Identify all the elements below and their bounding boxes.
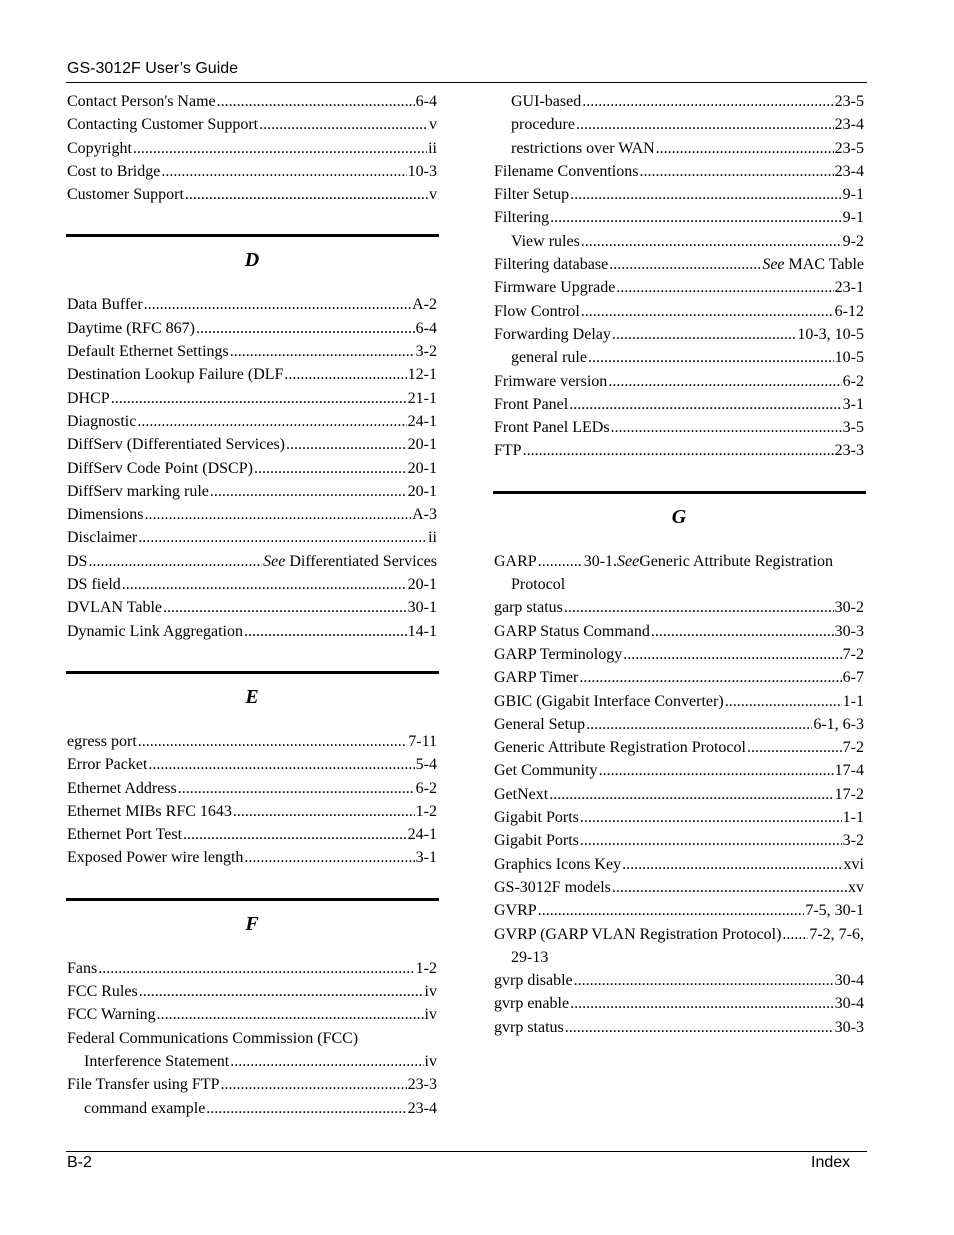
- index-page-ref: 30-3: [834, 622, 864, 640]
- index-page-ref: 7-11: [408, 732, 437, 750]
- index-page-ref: 3-5: [842, 419, 864, 437]
- index-page-ref: 20-1: [407, 482, 437, 500]
- index-leader-dots: [233, 800, 415, 823]
- index-subentry: [67, 1097, 437, 1120]
- index-page-ref: 23-5: [834, 93, 864, 110]
- index-page-ref: 3-1: [415, 849, 437, 867]
- index-page-ref: 23-1: [834, 279, 864, 297]
- index-leader-dots: [612, 323, 796, 346]
- index-page-ref: 1-2: [415, 959, 437, 977]
- index-leader-dots: [581, 230, 842, 253]
- section-letter-heading: G: [671, 505, 687, 528]
- index-entry: [67, 410, 437, 433]
- index-page-ref: 20-1: [407, 459, 437, 477]
- index-entry: [67, 340, 437, 363]
- index-term: Error Packet: [67, 756, 148, 774]
- index-subentry: [494, 113, 864, 136]
- index-see-target: Generic Attribute Registration: [639, 552, 833, 570]
- index-term: Daytime (RFC 867): [67, 319, 195, 337]
- index-term: Data Buffer: [67, 296, 143, 314]
- index-page-ref: 30-2: [834, 599, 864, 617]
- index-entry: [67, 317, 437, 340]
- index-page-ref: 7-5, 30-1: [805, 902, 864, 920]
- index-term: Exposed Power wire length: [67, 849, 244, 867]
- index-see-target: MAC Table: [788, 256, 864, 274]
- index-subentry: [67, 1050, 437, 1073]
- index-leader-dots: [111, 387, 407, 410]
- index-entry: [494, 439, 864, 462]
- index-term: General Setup: [494, 715, 586, 733]
- index-term: DVLAN Table: [67, 599, 163, 617]
- section-letter-heading: D: [244, 249, 260, 272]
- index-term: GARP: [494, 552, 537, 570]
- index-term: garp status: [494, 599, 563, 617]
- index-leader-dots: [656, 137, 834, 160]
- index-term: View rules: [511, 232, 580, 250]
- index-entry: [494, 393, 864, 416]
- index-term: egress port: [67, 732, 137, 750]
- index-page-ref: ii: [428, 139, 437, 157]
- index-entry: [494, 783, 864, 806]
- index-leader-dots: [161, 160, 406, 183]
- index-entry: [67, 457, 437, 480]
- index-term: DiffServ (Differentiated Services): [67, 436, 285, 454]
- index-term: GARP Timer: [494, 669, 579, 687]
- index-leader-dots: [622, 853, 842, 876]
- index-leader-dots: [210, 480, 407, 503]
- index-entry: [67, 160, 437, 183]
- index-leader-dots: [206, 1097, 406, 1120]
- index-term: FTP: [494, 442, 522, 460]
- index-term: Ethernet Address: [67, 779, 177, 797]
- index-entry: [494, 736, 864, 759]
- index-page-ref: 6-12: [834, 302, 864, 320]
- index-entry: [494, 713, 864, 736]
- index-see-target: Differentiated Services: [289, 552, 437, 570]
- index-term: DiffServ Code Point (DSCP): [67, 459, 253, 477]
- index-term: Contacting Customer Support: [67, 116, 259, 134]
- index-term: Disclaimer: [67, 529, 138, 547]
- index-page-ref: 6-2: [415, 779, 437, 797]
- index-entry: [67, 433, 437, 456]
- index-entry: [494, 806, 864, 829]
- index-entry: [494, 853, 864, 876]
- index-page-ref: 9-1: [842, 186, 864, 204]
- index-page-ref: v: [429, 116, 437, 134]
- index-term: Graphics Icons Key: [494, 855, 622, 873]
- index-leader-dots: [138, 526, 427, 549]
- index-leader-dots: [144, 503, 411, 526]
- index-leader-dots: [569, 393, 841, 416]
- index-leader-dots: [244, 846, 414, 869]
- footer-page-number: B-2: [67, 1154, 92, 1171]
- index-term: gvrp status: [494, 1018, 564, 1036]
- index-term: Filename Conventions: [494, 162, 639, 180]
- index-subentry: [494, 346, 864, 369]
- index-term: gvrp disable: [494, 972, 573, 990]
- index-entry: [494, 899, 864, 922]
- index-term: Gigabit Ports: [494, 832, 579, 850]
- index-leader-dots: [580, 806, 842, 829]
- index-entry: [494, 1016, 864, 1039]
- index-term: Filtering: [494, 209, 550, 227]
- index-term: 29-13: [511, 948, 549, 966]
- index-page-ref: xv: [848, 878, 864, 896]
- index-page-ref: 3-2: [842, 832, 864, 850]
- index-entry: [67, 957, 437, 980]
- index-page-ref: 12-1: [407, 366, 437, 384]
- index-leader-dots: [230, 1050, 423, 1073]
- index-entry: [494, 160, 864, 183]
- index-leader-dots: [183, 823, 407, 846]
- index-page-ref: 23-4: [407, 1099, 437, 1117]
- index-page-ref: 6-2: [842, 372, 864, 390]
- index-entry: [494, 276, 864, 299]
- index-entry: [67, 730, 437, 753]
- index-leader-dots: [254, 457, 407, 480]
- index-subentry: [494, 573, 864, 596]
- index-term: File Transfer using FTP: [67, 1076, 220, 1094]
- index-entry: [494, 370, 864, 393]
- index-page-ref: 7-2: [842, 645, 864, 663]
- index-leader-dots: [588, 346, 834, 369]
- index-entry: [67, 293, 437, 316]
- index-term: GBIC (Gigabit Interface Converter): [494, 692, 724, 710]
- index-term: FCC Warning: [67, 1006, 156, 1024]
- index-leader-dots: [137, 410, 406, 433]
- index-entry: [67, 596, 437, 619]
- header-title: GS-3012F User’s Guide: [67, 60, 239, 77]
- index-leader-dots: [612, 876, 847, 899]
- index-page-ref: 30-3: [834, 1018, 864, 1036]
- index-leader-dots: [782, 923, 808, 946]
- index-page-ref: A-3: [412, 506, 437, 524]
- index-term: GUI-based: [511, 93, 582, 110]
- index-page-ref: 7-2, 7-6,: [809, 925, 864, 943]
- index-page-ref: v: [429, 186, 437, 204]
- index-term: gvrp enable: [494, 995, 570, 1013]
- index-leader-dots: [725, 690, 842, 713]
- index-leader-dots: [651, 620, 834, 643]
- index-leader-dots: [579, 666, 841, 689]
- index-entry: [494, 690, 864, 713]
- index-section-g: [494, 491, 864, 1039]
- index-leader-dots: [580, 829, 842, 852]
- index-entry: [67, 823, 437, 846]
- index-page-ref: 24-1: [407, 412, 437, 430]
- index-term: Firmware Upgrade: [494, 279, 616, 297]
- index-leader-dots: [599, 759, 834, 782]
- index-leader-dots: [538, 550, 583, 573]
- index-term: Flow Control: [494, 302, 580, 320]
- index-term: Front Panel: [494, 395, 569, 413]
- index-page-ref: 20-1: [407, 576, 437, 594]
- index-leader-dots: [576, 113, 834, 136]
- index-page-ref: 23-4: [834, 162, 864, 180]
- index-leader-dots: [611, 416, 842, 439]
- index-entry: [494, 992, 864, 1015]
- index-term: Cost to Bridge: [67, 162, 161, 180]
- index-entry: [494, 829, 864, 852]
- index-page-ref: xvi: [843, 855, 864, 873]
- index-see-label: See: [617, 552, 640, 570]
- index-page-ref: 20-1: [407, 436, 437, 454]
- index-entry: [494, 876, 864, 899]
- index-term: DS field: [67, 576, 121, 594]
- index-page-ref: 9-2: [842, 232, 864, 250]
- index-entry-group: [67, 90, 437, 206]
- index-subentry: [494, 90, 864, 113]
- index-entry-group: [67, 730, 437, 870]
- index-entry: [67, 550, 437, 573]
- index-page-ref: 1-1: [842, 809, 864, 827]
- index-entry: [67, 846, 437, 869]
- index-page-ref: 30-4: [834, 972, 864, 990]
- index-leader-dots: [88, 550, 262, 573]
- index-page-ref: 30-1.: [583, 552, 618, 570]
- index-page-ref: iv: [424, 983, 437, 1001]
- index-leader-dots: [220, 1073, 406, 1096]
- index-page-ref: 23-4: [834, 116, 864, 134]
- index-leader-dots: [185, 183, 428, 206]
- index-page-ref: 23-3: [407, 1076, 437, 1094]
- index-entry: [494, 300, 864, 323]
- index-entry: [67, 526, 437, 549]
- index-entry-group: [67, 957, 437, 1120]
- index-term: GVRP: [494, 902, 537, 920]
- index-leader-dots: [570, 992, 834, 1015]
- index-leader-dots: [639, 160, 833, 183]
- index-page-ref: 1-1: [842, 692, 864, 710]
- index-page-ref: 1-2: [415, 802, 437, 820]
- index-entry: [494, 969, 864, 992]
- index-entry: [67, 480, 437, 503]
- index-term: general rule: [511, 349, 587, 367]
- index-page-ref: 5-4: [415, 756, 437, 774]
- index-term: Protocol: [511, 576, 566, 594]
- index-term: Interference Statement: [84, 1052, 230, 1070]
- index-leader-dots: [230, 340, 415, 363]
- index-term: Copyright: [67, 139, 132, 157]
- index-entry: [494, 596, 864, 619]
- index-leader-dots: [286, 433, 407, 456]
- index-entry: [494, 666, 864, 689]
- index-page-ref: ii: [428, 529, 437, 547]
- index-entry: [494, 643, 864, 666]
- index-page-ref: 17-4: [834, 762, 864, 780]
- index-entry: [67, 800, 437, 823]
- index-leader-dots: [565, 1016, 834, 1039]
- index-entry: [67, 753, 437, 776]
- index-leader-dots: [747, 736, 842, 759]
- index-term: Filtering database: [494, 256, 609, 274]
- index-entry: [67, 113, 437, 136]
- index-term: Fans: [67, 959, 98, 977]
- index-term: Federal Communications Commission (FCC): [67, 1029, 359, 1047]
- index-entry: [67, 1003, 437, 1026]
- index-leader-dots: [586, 713, 812, 736]
- index-term: procedure: [511, 116, 575, 134]
- index-page-ref: 10-3: [407, 162, 437, 180]
- index-subentry: [494, 230, 864, 253]
- index-entry: [67, 1073, 437, 1096]
- index-leader-dots: [284, 363, 406, 386]
- index-section-f: [67, 898, 437, 1120]
- index-page-ref: 6-4: [415, 319, 437, 337]
- index-term: Generic Attribute Registration Protocol: [494, 739, 746, 757]
- index-term: Ethernet Port Test: [67, 826, 183, 844]
- index-page-ref: 9-1: [842, 209, 864, 227]
- index-term: Customer Support: [67, 186, 184, 204]
- index-term: Contact Person's Name: [67, 93, 216, 110]
- index-leader-dots: [148, 753, 414, 776]
- index-leader-dots: [259, 113, 428, 136]
- index-leader-dots: [133, 137, 427, 160]
- index-term: Dynamic Link Aggregation: [67, 622, 243, 640]
- index-term: Frimware version: [494, 372, 608, 390]
- index-term: Dimensions: [67, 506, 144, 524]
- index-term: DHCP: [67, 389, 110, 407]
- index-leader-dots: [157, 1003, 424, 1026]
- index-term: DS: [67, 552, 88, 570]
- footer-rule: [66, 1151, 867, 1152]
- index-term: Ethernet MIBs RFC 1643: [67, 802, 232, 820]
- left-column: [67, 90, 437, 1120]
- index-term: GVRP (GARP VLAN Registration Protocol): [494, 925, 782, 943]
- index-entry: [67, 363, 437, 386]
- index-leader-dots: [550, 206, 842, 229]
- index-entry: [494, 923, 864, 946]
- section-letter-heading: F: [245, 912, 259, 935]
- index-leader-dots: [581, 300, 834, 323]
- index-leader-dots: [138, 730, 408, 753]
- index-entry: [494, 759, 864, 782]
- index-page-ref: iv: [424, 1052, 437, 1070]
- header-rule: [66, 82, 867, 83]
- index-page-ref: 14-1: [407, 622, 437, 640]
- index-page-ref: 24-1: [407, 826, 437, 844]
- index-leader-dots: [582, 90, 833, 113]
- index-page-ref: 7-2: [842, 739, 864, 757]
- index-leader-dots: [163, 596, 407, 619]
- index-leader-dots: [196, 317, 415, 340]
- index-entry: [67, 1027, 437, 1050]
- index-term: Destination Lookup Failure (DLF: [67, 366, 284, 384]
- index-term: restrictions over WAN: [511, 139, 655, 157]
- index-term: GetNext: [494, 785, 549, 803]
- index-page-ref: A-2: [412, 296, 437, 314]
- index-leader-dots: [564, 596, 834, 619]
- index-entry: [67, 573, 437, 596]
- index-leader-dots: [623, 643, 841, 666]
- index-term: Filter Setup: [494, 186, 570, 204]
- index-page-ref: 6-1, 6-3: [813, 715, 864, 733]
- index-leader-dots: [244, 620, 407, 643]
- index-entry: [67, 90, 437, 113]
- index-term: GS-3012F models: [494, 878, 611, 896]
- index-page-ref: 23-3: [834, 442, 864, 460]
- index-page-ref: 30-1: [407, 599, 437, 617]
- index-term: Front Panel LEDs: [494, 419, 610, 437]
- index-leader-dots: [538, 899, 805, 922]
- index-term: FCC Rules: [67, 983, 138, 1001]
- index-entry-group: [494, 90, 864, 463]
- index-leader-dots: [98, 957, 414, 980]
- index-leader-dots: [608, 370, 841, 393]
- index-page-ref: 10-3, 10-5: [797, 325, 864, 343]
- index-entry: [494, 253, 864, 276]
- index-page-ref: 3-2: [415, 343, 437, 361]
- index-leader-dots: [122, 573, 407, 596]
- index-leader-dots: [217, 90, 415, 113]
- index-entry: [494, 550, 864, 573]
- index-leader-dots: [574, 969, 834, 992]
- index-entry: [494, 416, 864, 439]
- index-entry-group: [67, 293, 437, 642]
- index-page-ref: 30-4: [834, 995, 864, 1013]
- index-section-d: [67, 234, 437, 642]
- index-term: Gigabit Ports: [494, 809, 579, 827]
- index-term: command example: [84, 1099, 206, 1117]
- right-column: [494, 90, 864, 1039]
- index-page-ref: 23-5: [834, 139, 864, 157]
- index-subentry: [494, 137, 864, 160]
- footer-section-name: Index: [811, 1154, 851, 1171]
- index-leader-dots: [570, 183, 842, 206]
- index-leader-dots: [549, 783, 833, 806]
- index-entry: [494, 620, 864, 643]
- index-entry: [67, 503, 437, 526]
- index-page-ref: iv: [424, 1006, 437, 1024]
- index-term: Get Community: [494, 762, 598, 780]
- index-entry: [67, 777, 437, 800]
- index-see-label: See: [762, 256, 785, 274]
- index-entry: [67, 137, 437, 160]
- index-entry: [494, 183, 864, 206]
- index-leader-dots: [144, 293, 411, 316]
- index-entry: [67, 183, 437, 206]
- index-entry: [67, 387, 437, 410]
- index-leader-dots: [609, 253, 761, 276]
- index-entry: [67, 980, 437, 1003]
- index-page-ref: 3-1: [842, 395, 864, 413]
- index-term: Forwarding Delay: [494, 325, 611, 343]
- index-see-label: See: [263, 552, 286, 570]
- index-entry: [494, 323, 864, 346]
- index-leader-dots: [178, 777, 415, 800]
- index-section-e: [67, 671, 437, 870]
- index-entry-group: [494, 550, 864, 1039]
- index-page-ref: 6-4: [415, 93, 437, 110]
- section-letter-heading: E: [245, 685, 259, 708]
- index-term: DiffServ marking rule: [67, 482, 209, 500]
- index-term: Diagnostic: [67, 412, 137, 430]
- index-leader-dots: [139, 980, 424, 1003]
- index-page-ref: 21-1: [407, 389, 437, 407]
- index-leader-dots: [523, 439, 834, 462]
- index-leader-dots: [616, 276, 833, 299]
- index-entry: [494, 206, 864, 229]
- index-page-ref: 17-2: [834, 785, 864, 803]
- index-entry: [67, 620, 437, 643]
- index-page-ref: 10-5: [834, 349, 864, 367]
- index-term: GARP Terminology: [494, 645, 623, 663]
- index-subentry: [494, 946, 864, 969]
- index-page-ref: 6-7: [842, 669, 864, 687]
- index-term: GARP Status Command: [494, 622, 650, 640]
- index-term: Default Ethernet Settings: [67, 343, 229, 361]
